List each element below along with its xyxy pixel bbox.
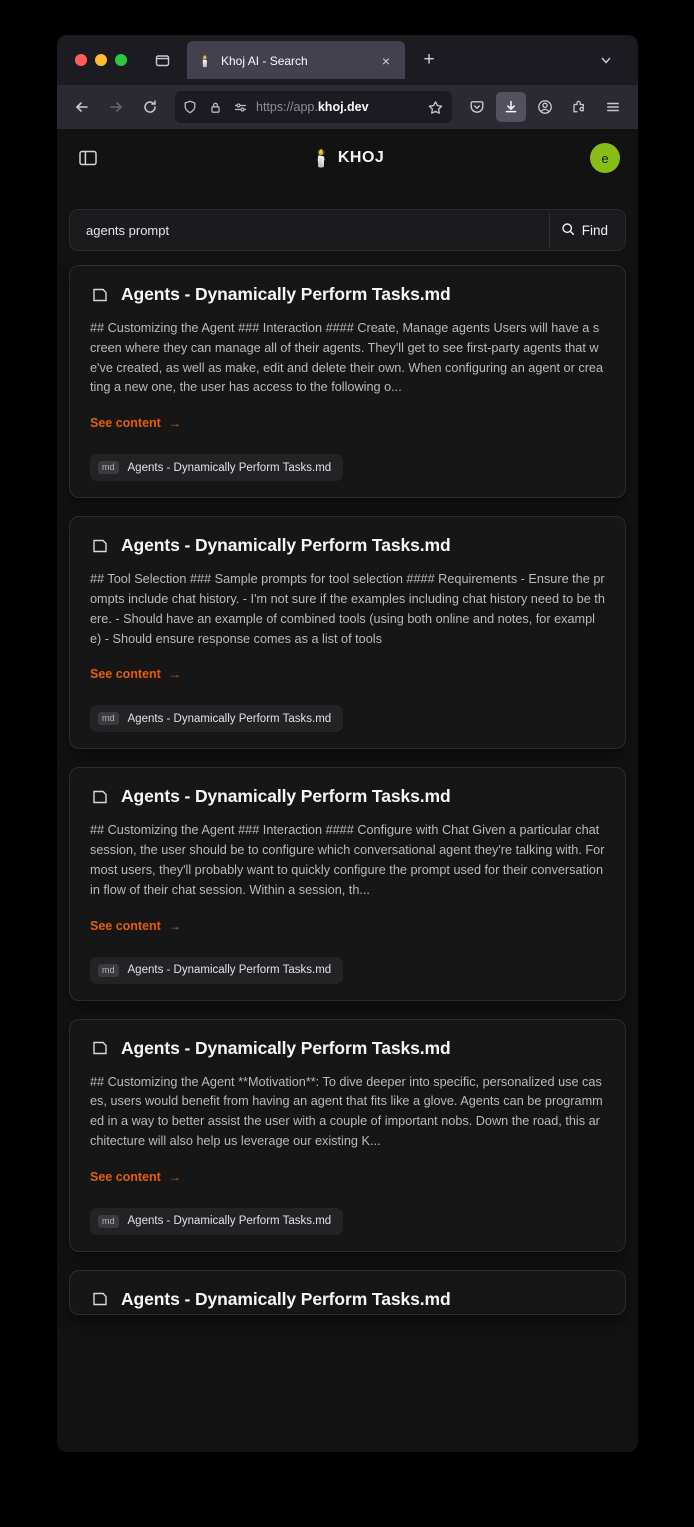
shield-icon[interactable]: [181, 98, 199, 116]
result-snippet: ## Customizing the Agent **Motivation**: To dive deeper into specific, personalized use cases, users would benefit from having an agent that fits like a glove. Agents can be programmed in a way to better assist the user with a couple of important nobs. Down the road, this architecture will also help us leverage our existing K...: [90, 1074, 603, 1148]
result-snippet: ## Tool Selection ### Sample prompts for tool selection #### Requirements - Ensure the prompts include chat history. - I'm not sure if the examples including chat history need to be there. - Should have an example of combined tools (using both online and notes, for example) - Should ensure response comes as a list of tools: [90, 572, 605, 646]
result-title: Agents - Dynamically Perform Tasks.md: [121, 786, 451, 807]
browser-window: [57, 35, 638, 1452]
brand-name: KHOJ: [337, 149, 385, 166]
see-content-label: See content: [90, 1169, 161, 1184]
extensions-icon[interactable]: [564, 92, 594, 122]
note-icon: [90, 536, 110, 556]
result-card[interactable]: [69, 767, 626, 1000]
search-input[interactable]: [84, 222, 549, 239]
address-bar[interactable]: [175, 91, 452, 123]
app-header: [57, 129, 638, 187]
result-card-footer: [90, 1208, 605, 1235]
file-chip-label: Agents - Dynamically Perform Tasks.md: [127, 461, 332, 474]
file-chip[interactable]: [90, 454, 343, 481]
maximize-window-button[interactable]: [115, 54, 127, 66]
reload-icon[interactable]: [135, 92, 165, 122]
browser-nav-bar: [57, 85, 638, 129]
search-icon: [561, 222, 575, 239]
avatar[interactable]: e: [590, 143, 620, 173]
see-content-link[interactable]: [90, 919, 181, 933]
see-content-label: See content: [90, 918, 161, 933]
see-content-link[interactable]: [90, 416, 181, 430]
result-title: Agents - Dynamically Perform Tasks.md: [121, 1288, 451, 1309]
back-icon[interactable]: [67, 92, 97, 122]
result-title: Agents - Dynamically Perform Tasks.md: [121, 535, 451, 556]
result-card-footer: [90, 705, 605, 732]
file-type-badge: md: [98, 461, 119, 474]
note-icon: [90, 1289, 110, 1309]
file-chip-label: Agents - Dynamically Perform Tasks.md: [127, 1215, 332, 1228]
browser-tab[interactable]: [187, 41, 405, 79]
result-card-header: [90, 535, 605, 556]
chevron-down-icon[interactable]: [590, 44, 622, 76]
result-card[interactable]: [69, 265, 626, 498]
lock-icon[interactable]: [206, 98, 224, 116]
tab-title: Khoj AI - Search: [221, 54, 308, 68]
file-type-badge: md: [98, 964, 119, 977]
file-chip[interactable]: [90, 1208, 343, 1235]
url-text[interactable]: https://app.khoj.dev: [256, 100, 369, 114]
result-card[interactable]: [69, 1270, 626, 1315]
download-icon[interactable]: [496, 92, 526, 122]
browser-tab-bar: [57, 35, 638, 85]
file-type-badge: md: [98, 1215, 119, 1228]
result-card-header: [90, 786, 605, 807]
khoj-flame-icon: 🕯️: [198, 55, 212, 68]
note-icon: [90, 787, 110, 807]
tab-list-icon[interactable]: [145, 45, 179, 75]
hamburger-menu-icon[interactable]: [598, 92, 628, 122]
arrow-right-icon: →: [168, 1169, 181, 1184]
permissions-icon[interactable]: [231, 98, 249, 116]
see-content-link[interactable]: [90, 1170, 181, 1184]
file-type-badge: md: [98, 712, 119, 725]
file-chip-label: Agents - Dynamically Perform Tasks.md: [127, 964, 332, 977]
file-chip[interactable]: [90, 957, 343, 984]
page-content: [57, 129, 638, 1452]
result-card-footer: [90, 957, 605, 984]
note-icon: [90, 285, 110, 305]
result-card[interactable]: [69, 1019, 626, 1252]
arrow-right-icon: →: [168, 667, 181, 682]
result-card-header: [90, 1038, 605, 1059]
url-host: khoj.dev: [317, 100, 369, 114]
find-button[interactable]: [549, 213, 621, 247]
result-snippet: ## Customizing the Agent ### Interaction #### Configure with Chat Given a particular chat session, the user should be to configure which conversational agent they're talking with. For most users, they'll probably want to quickly configure the prompt used for their conversation in flow of their chat session. Within a session, th...: [90, 823, 605, 897]
result-card-header: [90, 1289, 605, 1310]
search-bar[interactable]: [69, 209, 626, 251]
close-icon[interactable]: ×: [381, 53, 391, 69]
minimize-window-button[interactable]: [95, 54, 107, 66]
file-chip[interactable]: [90, 705, 343, 732]
result-title: Agents - Dynamically Perform Tasks.md: [121, 1037, 451, 1058]
result-title: Agents - Dynamically Perform Tasks.md: [121, 284, 451, 304]
arrow-right-icon: →: [168, 416, 181, 431]
see-content-label: See content: [90, 667, 161, 682]
close-window-button[interactable]: [75, 54, 87, 66]
note-icon: [90, 1038, 110, 1058]
see-content-link[interactable]: [90, 667, 181, 681]
result-snippet: ## Customizing the Agent ### Interaction #### Create, Manage agents Users will have a screen where they can manage all of their agents. They'll get to see first-party agents that we've created, as well as make, edit and delete their own. When configuring an agent or creating a new one, the user has access to the following o...: [90, 321, 604, 395]
result-card[interactable]: [69, 516, 626, 749]
result-card-footer: [90, 454, 605, 481]
search-results-list: [57, 265, 638, 1452]
pocket-icon[interactable]: [462, 92, 492, 122]
see-content-label: See content: [90, 416, 161, 431]
new-tab-button[interactable]: +: [423, 49, 435, 70]
file-chip-label: Agents - Dynamically Perform Tasks.md: [127, 712, 332, 725]
window-controls: [75, 54, 127, 66]
sidebar-toggle-icon[interactable]: [75, 146, 101, 170]
find-label: Find: [581, 222, 608, 238]
forward-icon[interactable]: [101, 92, 131, 122]
result-card-header: [90, 284, 605, 305]
arrow-right-icon: →: [168, 918, 181, 933]
account-icon[interactable]: [530, 92, 560, 122]
star-icon[interactable]: [424, 96, 446, 118]
brand: [57, 149, 638, 167]
khoj-lamp-icon: 🕯️: [310, 148, 332, 168]
